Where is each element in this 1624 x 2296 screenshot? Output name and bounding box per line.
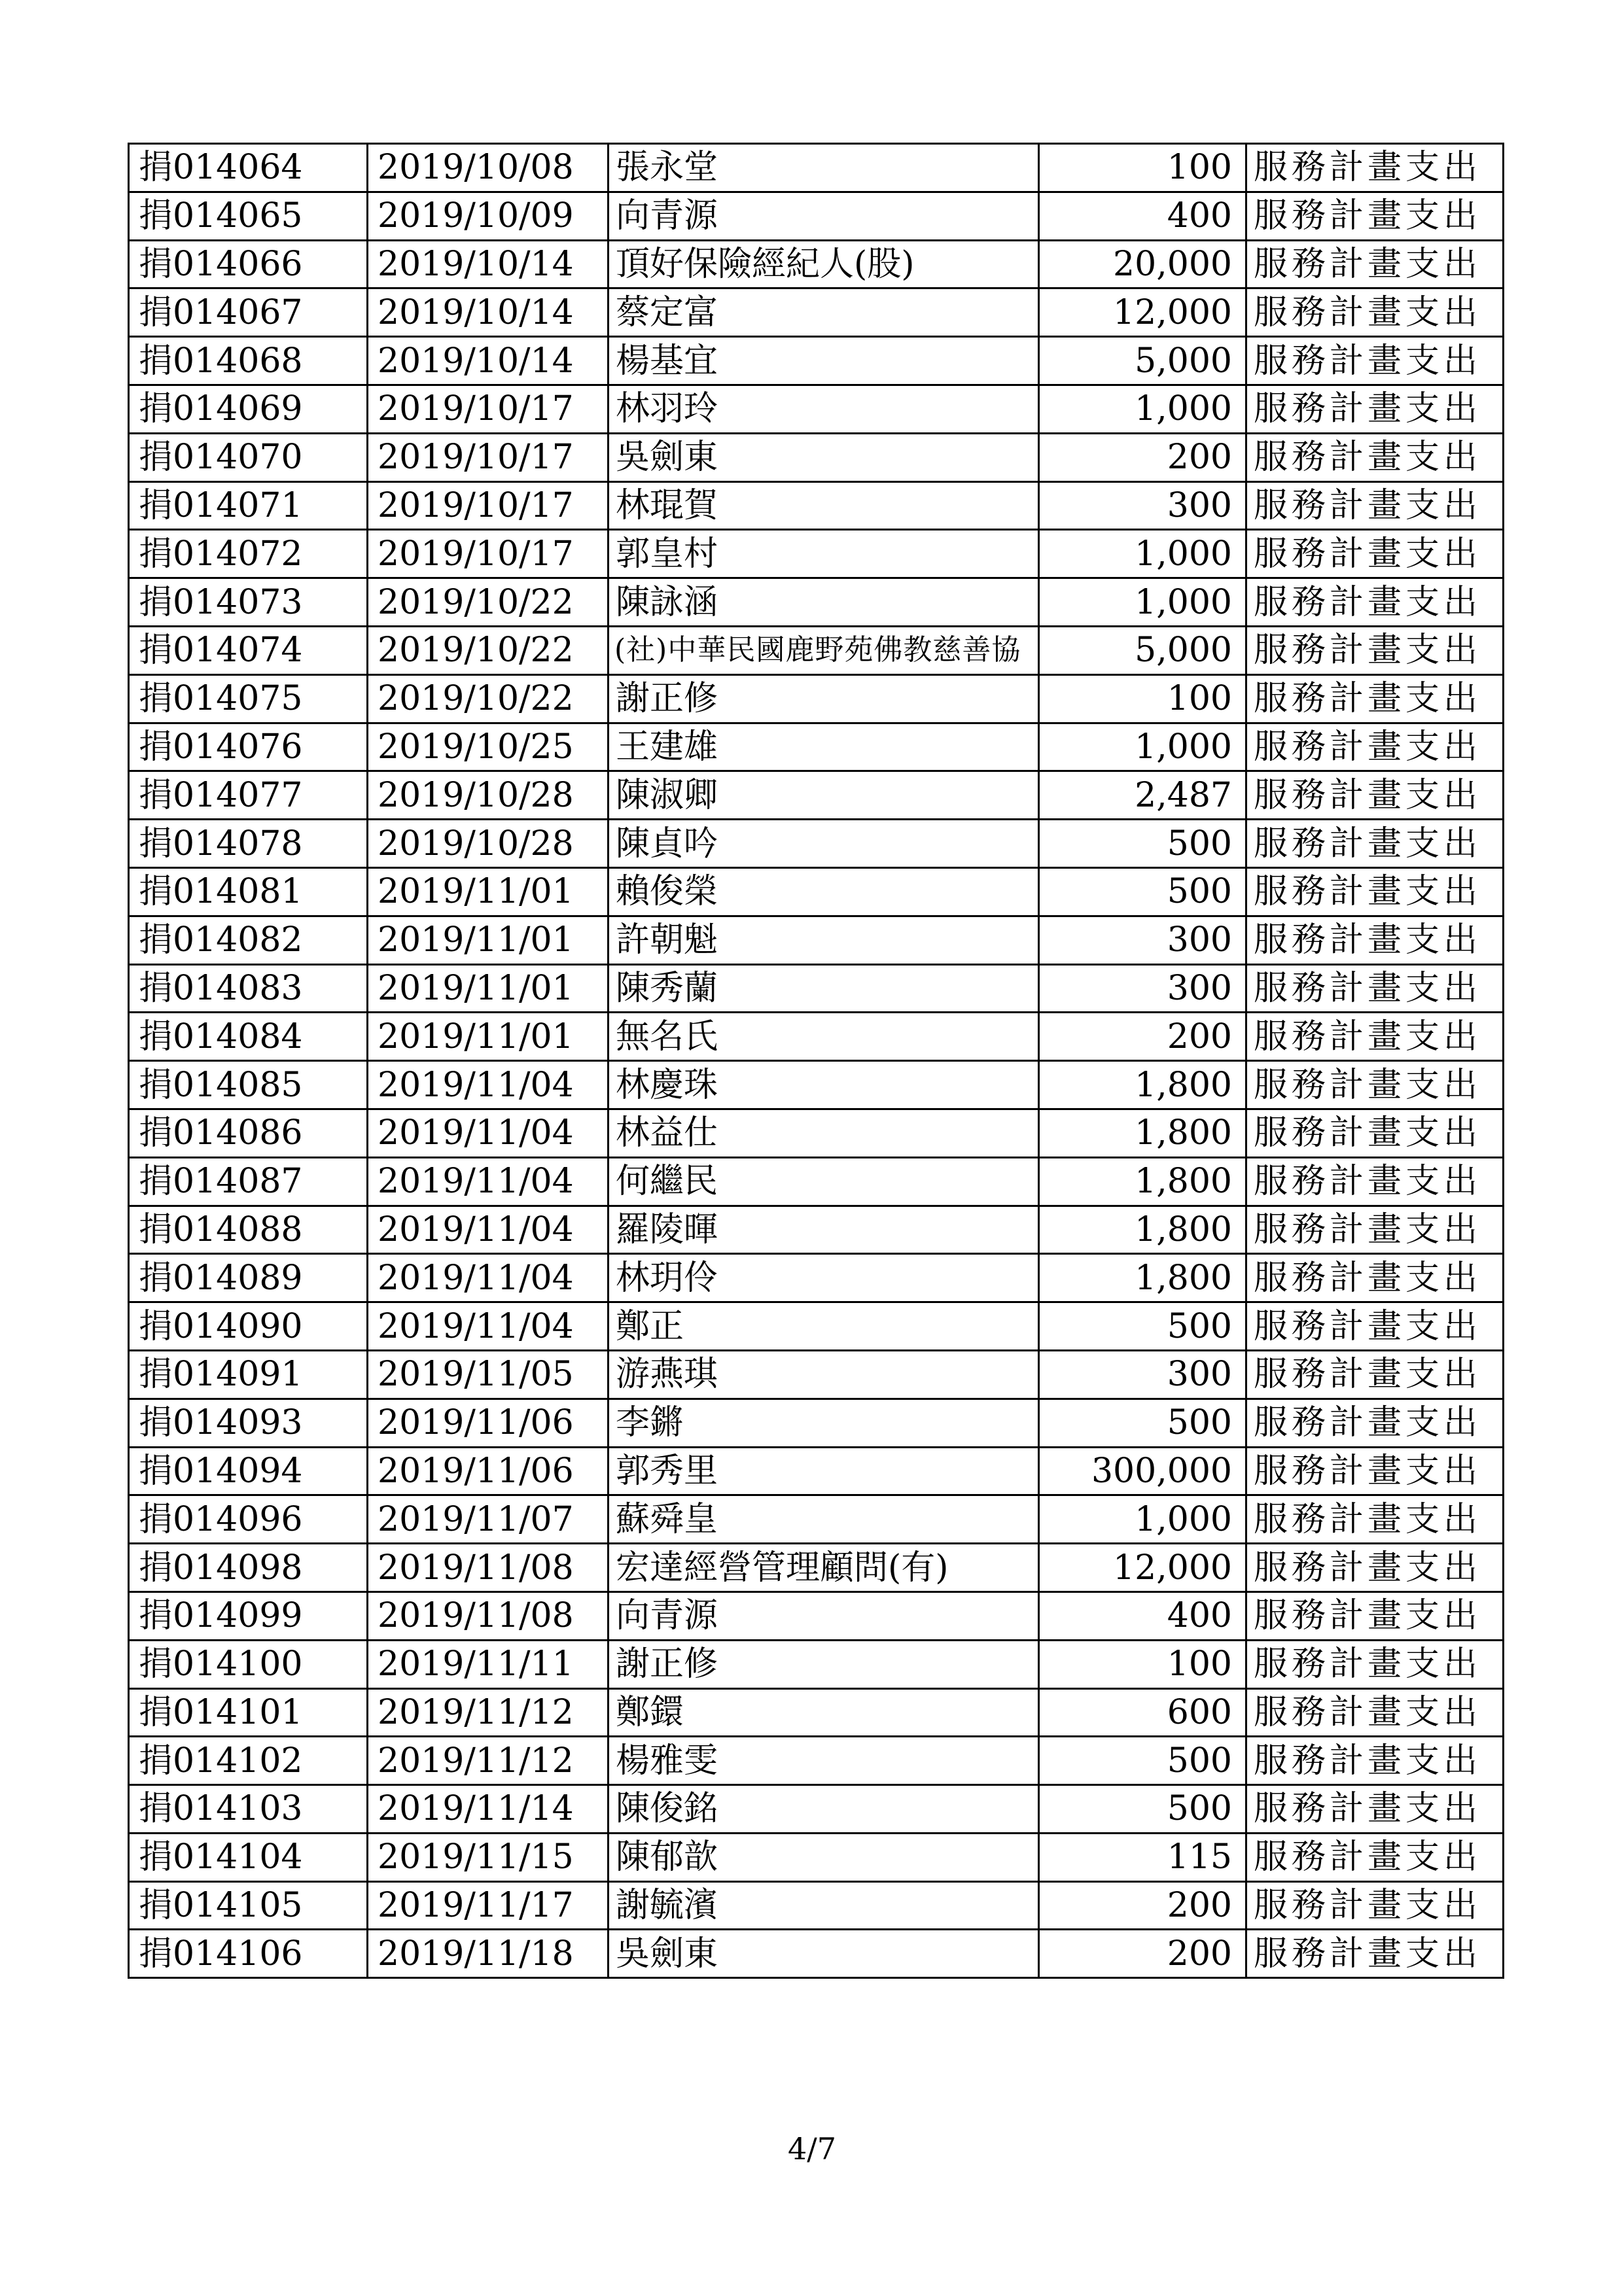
date-cell: 2019/11/06 (368, 1447, 609, 1495)
purpose-cell: 服務計畫支出 (1246, 288, 1504, 337)
table-row (129, 867, 1504, 916)
purpose-cell: 服務計畫支出 (1246, 337, 1504, 385)
purpose-cell: 服務計畫支出 (1246, 481, 1504, 530)
table-row (129, 1350, 1504, 1399)
purpose-cell: 服務計畫支出 (1246, 1254, 1504, 1302)
receipt-id-cell: 捐014066 (129, 240, 368, 288)
receipt-id-cell: 捐014104 (129, 1833, 368, 1881)
purpose-cell: 服務計畫支出 (1246, 1785, 1504, 1834)
table-row (129, 674, 1504, 723)
table-row (129, 578, 1504, 627)
purpose-cell: 服務計畫支出 (1246, 1688, 1504, 1737)
table-row (129, 1592, 1504, 1640)
receipt-id-cell: 捐014088 (129, 1206, 368, 1254)
purpose-cell: 服務計畫支出 (1246, 626, 1504, 674)
amount-cell: 300,000 (1039, 1447, 1246, 1495)
table-row (129, 771, 1504, 820)
purpose-cell: 服務計畫支出 (1246, 1544, 1504, 1592)
amount-cell: 500 (1039, 867, 1246, 916)
receipt-id-cell: 捐014091 (129, 1350, 368, 1399)
date-cell: 2019/10/09 (368, 192, 609, 240)
table-row (129, 626, 1504, 674)
amount-cell: 300 (1039, 1350, 1246, 1399)
date-cell: 2019/11/01 (368, 964, 609, 1013)
donor-name-cell: 楊雅雯 (609, 1737, 1039, 1785)
date-cell: 2019/10/14 (368, 337, 609, 385)
amount-cell: 300 (1039, 916, 1246, 964)
table-row (129, 1688, 1504, 1737)
donor-name-cell: 陳郁歆 (609, 1833, 1039, 1881)
purpose-cell: 服務計畫支出 (1246, 964, 1504, 1013)
purpose-cell: 服務計畫支出 (1246, 385, 1504, 433)
receipt-id-cell: 捐014084 (129, 1013, 368, 1061)
purpose-cell: 服務計畫支出 (1246, 1881, 1504, 1930)
receipt-id-cell: 捐014098 (129, 1544, 368, 1592)
donor-name-cell: 羅陵暉 (609, 1206, 1039, 1254)
amount-cell: 400 (1039, 192, 1246, 240)
purpose-cell: 服務計畫支出 (1246, 1109, 1504, 1157)
table-row (129, 723, 1504, 771)
purpose-cell: 服務計畫支出 (1246, 1061, 1504, 1109)
donor-name-cell: 林琨賀 (609, 481, 1039, 530)
donor-name-cell: 謝正修 (609, 1640, 1039, 1688)
amount-cell: 200 (1039, 1013, 1246, 1061)
purpose-cell: 服務計畫支出 (1246, 530, 1504, 578)
table-row (129, 1930, 1504, 1978)
receipt-id-cell: 捐014089 (129, 1254, 368, 1302)
receipt-id-cell: 捐014090 (129, 1302, 368, 1351)
amount-cell: 5,000 (1039, 337, 1246, 385)
receipt-id-cell: 捐014075 (129, 674, 368, 723)
table-row (129, 1399, 1504, 1447)
date-cell: 2019/11/01 (368, 1013, 609, 1061)
donor-name-cell: 楊基宜 (609, 337, 1039, 385)
receipt-id-cell: 捐014078 (129, 820, 368, 868)
donor-name-cell: 李鏘 (609, 1399, 1039, 1447)
table-row (129, 1881, 1504, 1930)
table-row (129, 1495, 1504, 1544)
receipt-id-cell: 捐014072 (129, 530, 368, 578)
amount-cell: 1,800 (1039, 1061, 1246, 1109)
purpose-cell: 服務計畫支出 (1246, 771, 1504, 820)
date-cell: 2019/11/04 (368, 1206, 609, 1254)
amount-cell: 500 (1039, 820, 1246, 868)
receipt-id-cell: 捐014094 (129, 1447, 368, 1495)
receipt-id-cell: 捐014065 (129, 192, 368, 240)
donor-name-cell: 游燕琪 (609, 1350, 1039, 1399)
table-row (129, 1447, 1504, 1495)
date-cell: 2019/11/04 (368, 1302, 609, 1351)
donor-name-cell: 林慶珠 (609, 1061, 1039, 1109)
purpose-cell: 服務計畫支出 (1246, 578, 1504, 627)
amount-cell: 500 (1039, 1399, 1246, 1447)
table-row (129, 1109, 1504, 1157)
amount-cell: 1,000 (1039, 385, 1246, 433)
table-row (129, 1737, 1504, 1785)
purpose-cell: 服務計畫支出 (1246, 723, 1504, 771)
purpose-cell: 服務計畫支出 (1246, 1447, 1504, 1495)
purpose-cell: 服務計畫支出 (1246, 916, 1504, 964)
purpose-cell: 服務計畫支出 (1246, 1399, 1504, 1447)
table-row (129, 820, 1504, 868)
amount-cell: 1,000 (1039, 723, 1246, 771)
donor-name-cell: 頂好保險經紀人(股) (609, 240, 1039, 288)
donor-name-cell: 林益仕 (609, 1109, 1039, 1157)
receipt-id-cell: 捐014074 (129, 626, 368, 674)
donor-name-cell: 陳淑卿 (609, 771, 1039, 820)
amount-cell: 115 (1039, 1833, 1246, 1881)
table-row (129, 1157, 1504, 1206)
page-number: 4/7 (787, 2131, 837, 2166)
amount-cell: 400 (1039, 1592, 1246, 1640)
amount-cell: 1,800 (1039, 1206, 1246, 1254)
purpose-cell: 服務計畫支出 (1246, 674, 1504, 723)
table-row (129, 240, 1504, 288)
purpose-cell: 服務計畫支出 (1246, 1930, 1504, 1978)
amount-cell: 12,000 (1039, 288, 1246, 337)
table-row (129, 1254, 1504, 1302)
amount-cell: 1,000 (1039, 1495, 1246, 1544)
receipt-id-cell: 捐014085 (129, 1061, 368, 1109)
date-cell: 2019/11/04 (368, 1061, 609, 1109)
date-cell: 2019/11/15 (368, 1833, 609, 1881)
donor-name-cell: 向青源 (609, 1592, 1039, 1640)
amount-cell: 500 (1039, 1737, 1246, 1785)
date-cell: 2019/10/17 (368, 433, 609, 481)
date-cell: 2019/11/04 (368, 1254, 609, 1302)
ledger-body (129, 144, 1504, 1978)
amount-cell: 100 (1039, 674, 1246, 723)
amount-cell: 20,000 (1039, 240, 1246, 288)
donor-name-cell: 宏達經營管理顧問(有) (609, 1544, 1039, 1592)
donor-name-cell: 鄭正 (609, 1302, 1039, 1351)
amount-cell: 500 (1039, 1785, 1246, 1834)
date-cell: 2019/11/08 (368, 1592, 609, 1640)
table-row (129, 964, 1504, 1013)
receipt-id-cell: 捐014103 (129, 1785, 368, 1834)
purpose-cell: 服務計畫支出 (1246, 1833, 1504, 1881)
purpose-cell: 服務計畫支出 (1246, 1640, 1504, 1688)
table-row (129, 1302, 1504, 1351)
amount-cell: 1,800 (1039, 1109, 1246, 1157)
date-cell: 2019/11/04 (368, 1157, 609, 1206)
table-row (129, 1013, 1504, 1061)
date-cell: 2019/11/08 (368, 1544, 609, 1592)
purpose-cell: 服務計畫支出 (1246, 1350, 1504, 1399)
receipt-id-cell: 捐014099 (129, 1592, 368, 1640)
receipt-id-cell: 捐014071 (129, 481, 368, 530)
donor-name-cell: 何繼民 (609, 1157, 1039, 1206)
receipt-id-cell: 捐014081 (129, 867, 368, 916)
date-cell: 2019/11/01 (368, 916, 609, 964)
receipt-id-cell: 捐014087 (129, 1157, 368, 1206)
donor-name-cell: 陳貞吟 (609, 820, 1039, 868)
amount-cell: 200 (1039, 1930, 1246, 1978)
amount-cell: 300 (1039, 481, 1246, 530)
donor-name-cell: 吳劍東 (609, 1930, 1039, 1978)
date-cell: 2019/11/05 (368, 1350, 609, 1399)
amount-cell: 1,800 (1039, 1254, 1246, 1302)
table-row (129, 1061, 1504, 1109)
date-cell: 2019/10/28 (368, 771, 609, 820)
amount-cell: 1,000 (1039, 578, 1246, 627)
receipt-id-cell: 捐014083 (129, 964, 368, 1013)
table-row (129, 433, 1504, 481)
purpose-cell: 服務計畫支出 (1246, 144, 1504, 192)
purpose-cell: 服務計畫支出 (1246, 1206, 1504, 1254)
purpose-cell: 服務計畫支出 (1246, 192, 1504, 240)
receipt-id-cell: 捐014086 (129, 1109, 368, 1157)
date-cell: 2019/11/06 (368, 1399, 609, 1447)
donor-name-cell: 林羽玲 (609, 385, 1039, 433)
donor-name-cell: 蔡定富 (609, 288, 1039, 337)
donor-name-cell: 吳劍東 (609, 433, 1039, 481)
donor-name-cell: (社)中華民國鹿野苑佛教慈善協 (609, 626, 1039, 674)
receipt-id-cell: 捐014067 (129, 288, 368, 337)
amount-cell: 200 (1039, 1881, 1246, 1930)
date-cell: 2019/11/01 (368, 867, 609, 916)
receipt-id-cell: 捐014101 (129, 1688, 368, 1737)
receipt-id-cell: 捐014105 (129, 1881, 368, 1930)
donor-name-cell: 郭皇村 (609, 530, 1039, 578)
date-cell: 2019/10/22 (368, 626, 609, 674)
date-cell: 2019/10/17 (368, 385, 609, 433)
purpose-cell: 服務計畫支出 (1246, 1737, 1504, 1785)
donor-name-cell: 賴俊榮 (609, 867, 1039, 916)
table-row (129, 916, 1504, 964)
receipt-id-cell: 捐014077 (129, 771, 368, 820)
receipt-id-cell: 捐014073 (129, 578, 368, 627)
table-row (129, 192, 1504, 240)
receipt-id-cell: 捐014093 (129, 1399, 368, 1447)
date-cell: 2019/10/17 (368, 481, 609, 530)
receipt-id-cell: 捐014106 (129, 1930, 368, 1978)
receipt-id-cell: 捐014102 (129, 1737, 368, 1785)
donation-ledger-table (128, 143, 1504, 1979)
receipt-id-cell: 捐014100 (129, 1640, 368, 1688)
donor-name-cell: 許朝魁 (609, 916, 1039, 964)
date-cell: 2019/11/12 (368, 1688, 609, 1737)
purpose-cell: 服務計畫支出 (1246, 1592, 1504, 1640)
purpose-cell: 服務計畫支出 (1246, 1013, 1504, 1061)
receipt-id-cell: 捐014070 (129, 433, 368, 481)
donor-name-cell: 鄭鐶 (609, 1688, 1039, 1737)
date-cell: 2019/11/12 (368, 1737, 609, 1785)
date-cell: 2019/10/28 (368, 820, 609, 868)
donor-name-cell: 謝毓濱 (609, 1881, 1039, 1930)
table-row (129, 1544, 1504, 1592)
donor-name-cell: 林玥伶 (609, 1254, 1039, 1302)
table-row (129, 144, 1504, 192)
amount-cell: 2,487 (1039, 771, 1246, 820)
donor-name-cell: 謝正修 (609, 674, 1039, 723)
donor-name-cell: 王建雄 (609, 723, 1039, 771)
date-cell: 2019/10/22 (368, 674, 609, 723)
receipt-id-cell: 捐014082 (129, 916, 368, 964)
date-cell: 2019/11/07 (368, 1495, 609, 1544)
purpose-cell: 服務計畫支出 (1246, 867, 1504, 916)
amount-cell: 1,800 (1039, 1157, 1246, 1206)
donor-name-cell: 向青源 (609, 192, 1039, 240)
donor-name-cell: 無名氏 (609, 1013, 1039, 1061)
amount-cell: 5,000 (1039, 626, 1246, 674)
donor-name-cell: 張永堂 (609, 144, 1039, 192)
table-row (129, 1640, 1504, 1688)
donor-name-cell: 陳詠涵 (609, 578, 1039, 627)
amount-cell: 200 (1039, 433, 1246, 481)
receipt-id-cell: 捐014069 (129, 385, 368, 433)
table-row (129, 1833, 1504, 1881)
table-row (129, 481, 1504, 530)
donor-name-cell: 陳俊銘 (609, 1785, 1039, 1834)
amount-cell: 300 (1039, 964, 1246, 1013)
purpose-cell: 服務計畫支出 (1246, 1495, 1504, 1544)
date-cell: 2019/11/17 (368, 1881, 609, 1930)
purpose-cell: 服務計畫支出 (1246, 433, 1504, 481)
table-row (129, 385, 1504, 433)
receipt-id-cell: 捐014064 (129, 144, 368, 192)
receipt-id-cell: 捐014096 (129, 1495, 368, 1544)
date-cell: 2019/10/14 (368, 288, 609, 337)
amount-cell: 100 (1039, 144, 1246, 192)
amount-cell: 12,000 (1039, 1544, 1246, 1592)
purpose-cell: 服務計畫支出 (1246, 820, 1504, 868)
table-row (129, 337, 1504, 385)
table-row (129, 288, 1504, 337)
date-cell: 2019/10/17 (368, 530, 609, 578)
date-cell: 2019/11/04 (368, 1109, 609, 1157)
purpose-cell: 服務計畫支出 (1246, 1157, 1504, 1206)
donor-name-cell: 陳秀蘭 (609, 964, 1039, 1013)
date-cell: 2019/11/14 (368, 1785, 609, 1834)
date-cell: 2019/11/18 (368, 1930, 609, 1978)
table-row (129, 1785, 1504, 1834)
purpose-cell: 服務計畫支出 (1246, 1302, 1504, 1351)
date-cell: 2019/10/22 (368, 578, 609, 627)
date-cell: 2019/10/14 (368, 240, 609, 288)
donor-name-cell: 蘇舜皇 (609, 1495, 1039, 1544)
date-cell: 2019/10/08 (368, 144, 609, 192)
receipt-id-cell: 捐014068 (129, 337, 368, 385)
date-cell: 2019/10/25 (368, 723, 609, 771)
purpose-cell: 服務計畫支出 (1246, 240, 1504, 288)
receipt-id-cell: 捐014076 (129, 723, 368, 771)
table-row (129, 530, 1504, 578)
date-cell: 2019/11/11 (368, 1640, 609, 1688)
amount-cell: 600 (1039, 1688, 1246, 1737)
table-row (129, 1206, 1504, 1254)
amount-cell: 500 (1039, 1302, 1246, 1351)
amount-cell: 1,000 (1039, 530, 1246, 578)
donor-name-cell: 郭秀里 (609, 1447, 1039, 1495)
amount-cell: 100 (1039, 1640, 1246, 1688)
